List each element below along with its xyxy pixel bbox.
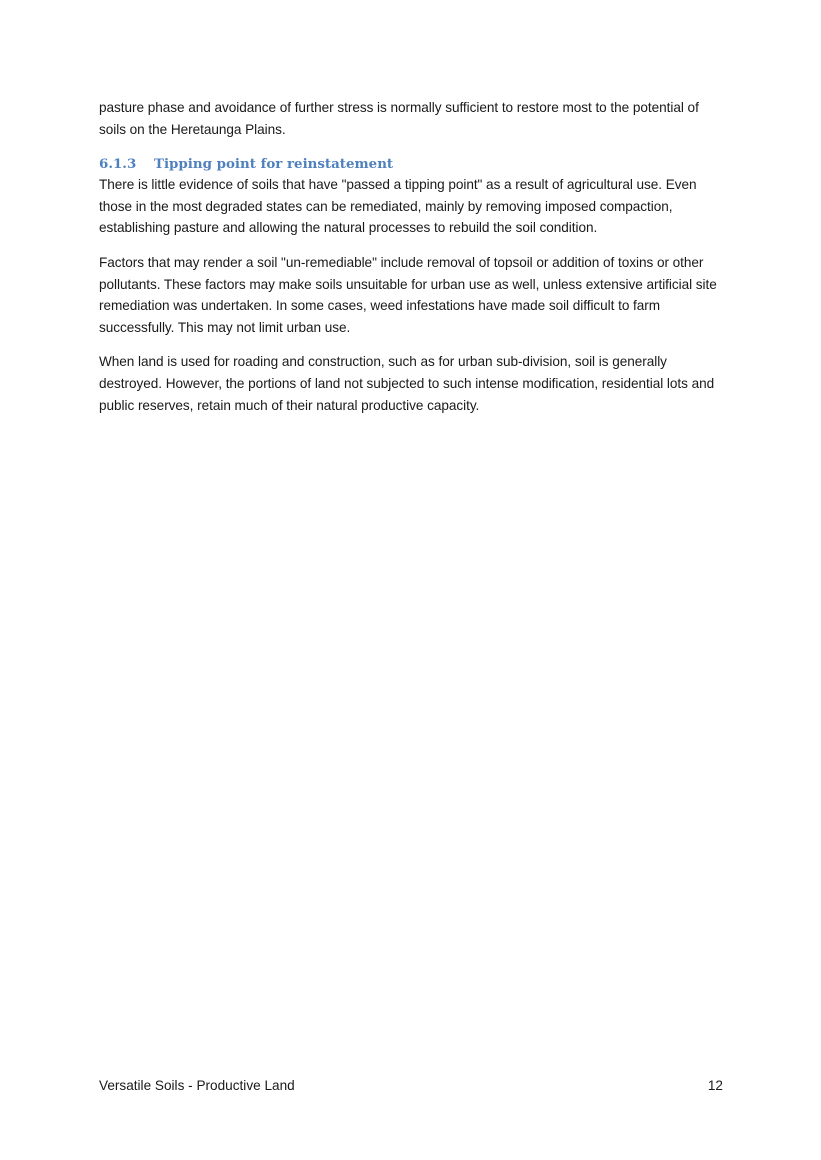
page-content	[99, 97, 723, 416]
footer-title: Versatile Soils - Productive Land	[99, 1078, 295, 1093]
section-title: Tipping point for reinstatement	[154, 156, 394, 173]
section-heading	[99, 154, 723, 174]
body-paragraph: Factors that may render a soil "un-remediable" include removal of topsoil or addition of toxins or other pollutants. These factors may make soils unsuitable for urban use as well, unless extensive artificial site remediation was undertaken. In some cases, weed infestations have made soil difficult to farm successfully. This may not limit urban use.	[99, 254, 717, 335]
section-number: 6.1.3	[99, 156, 137, 173]
body-paragraph: When land is used for roading and construction, such as for urban sub-division, soil is generally destroyed. However, the portions of land not subjected to such intense modification, residential lots and public reserves, retain much of their natural productive capacity.	[99, 354, 715, 413]
intro-paragraph: pasture phase and avoidance of further stress is normally sufficient to restore most to the potential of soils on the Heretaunga Plains.	[99, 100, 699, 137]
page-footer	[99, 1076, 723, 1096]
page-number: 12	[707, 1078, 723, 1093]
body-paragraph: There is little evidence of soils that have "passed a tipping point" as a result of agricultural use. Even those in the most degraded states can be remediated, mainly by removing imposed compaction, establishing pasture and allowing the natural processes to rebuild the soil condition.	[99, 177, 697, 236]
